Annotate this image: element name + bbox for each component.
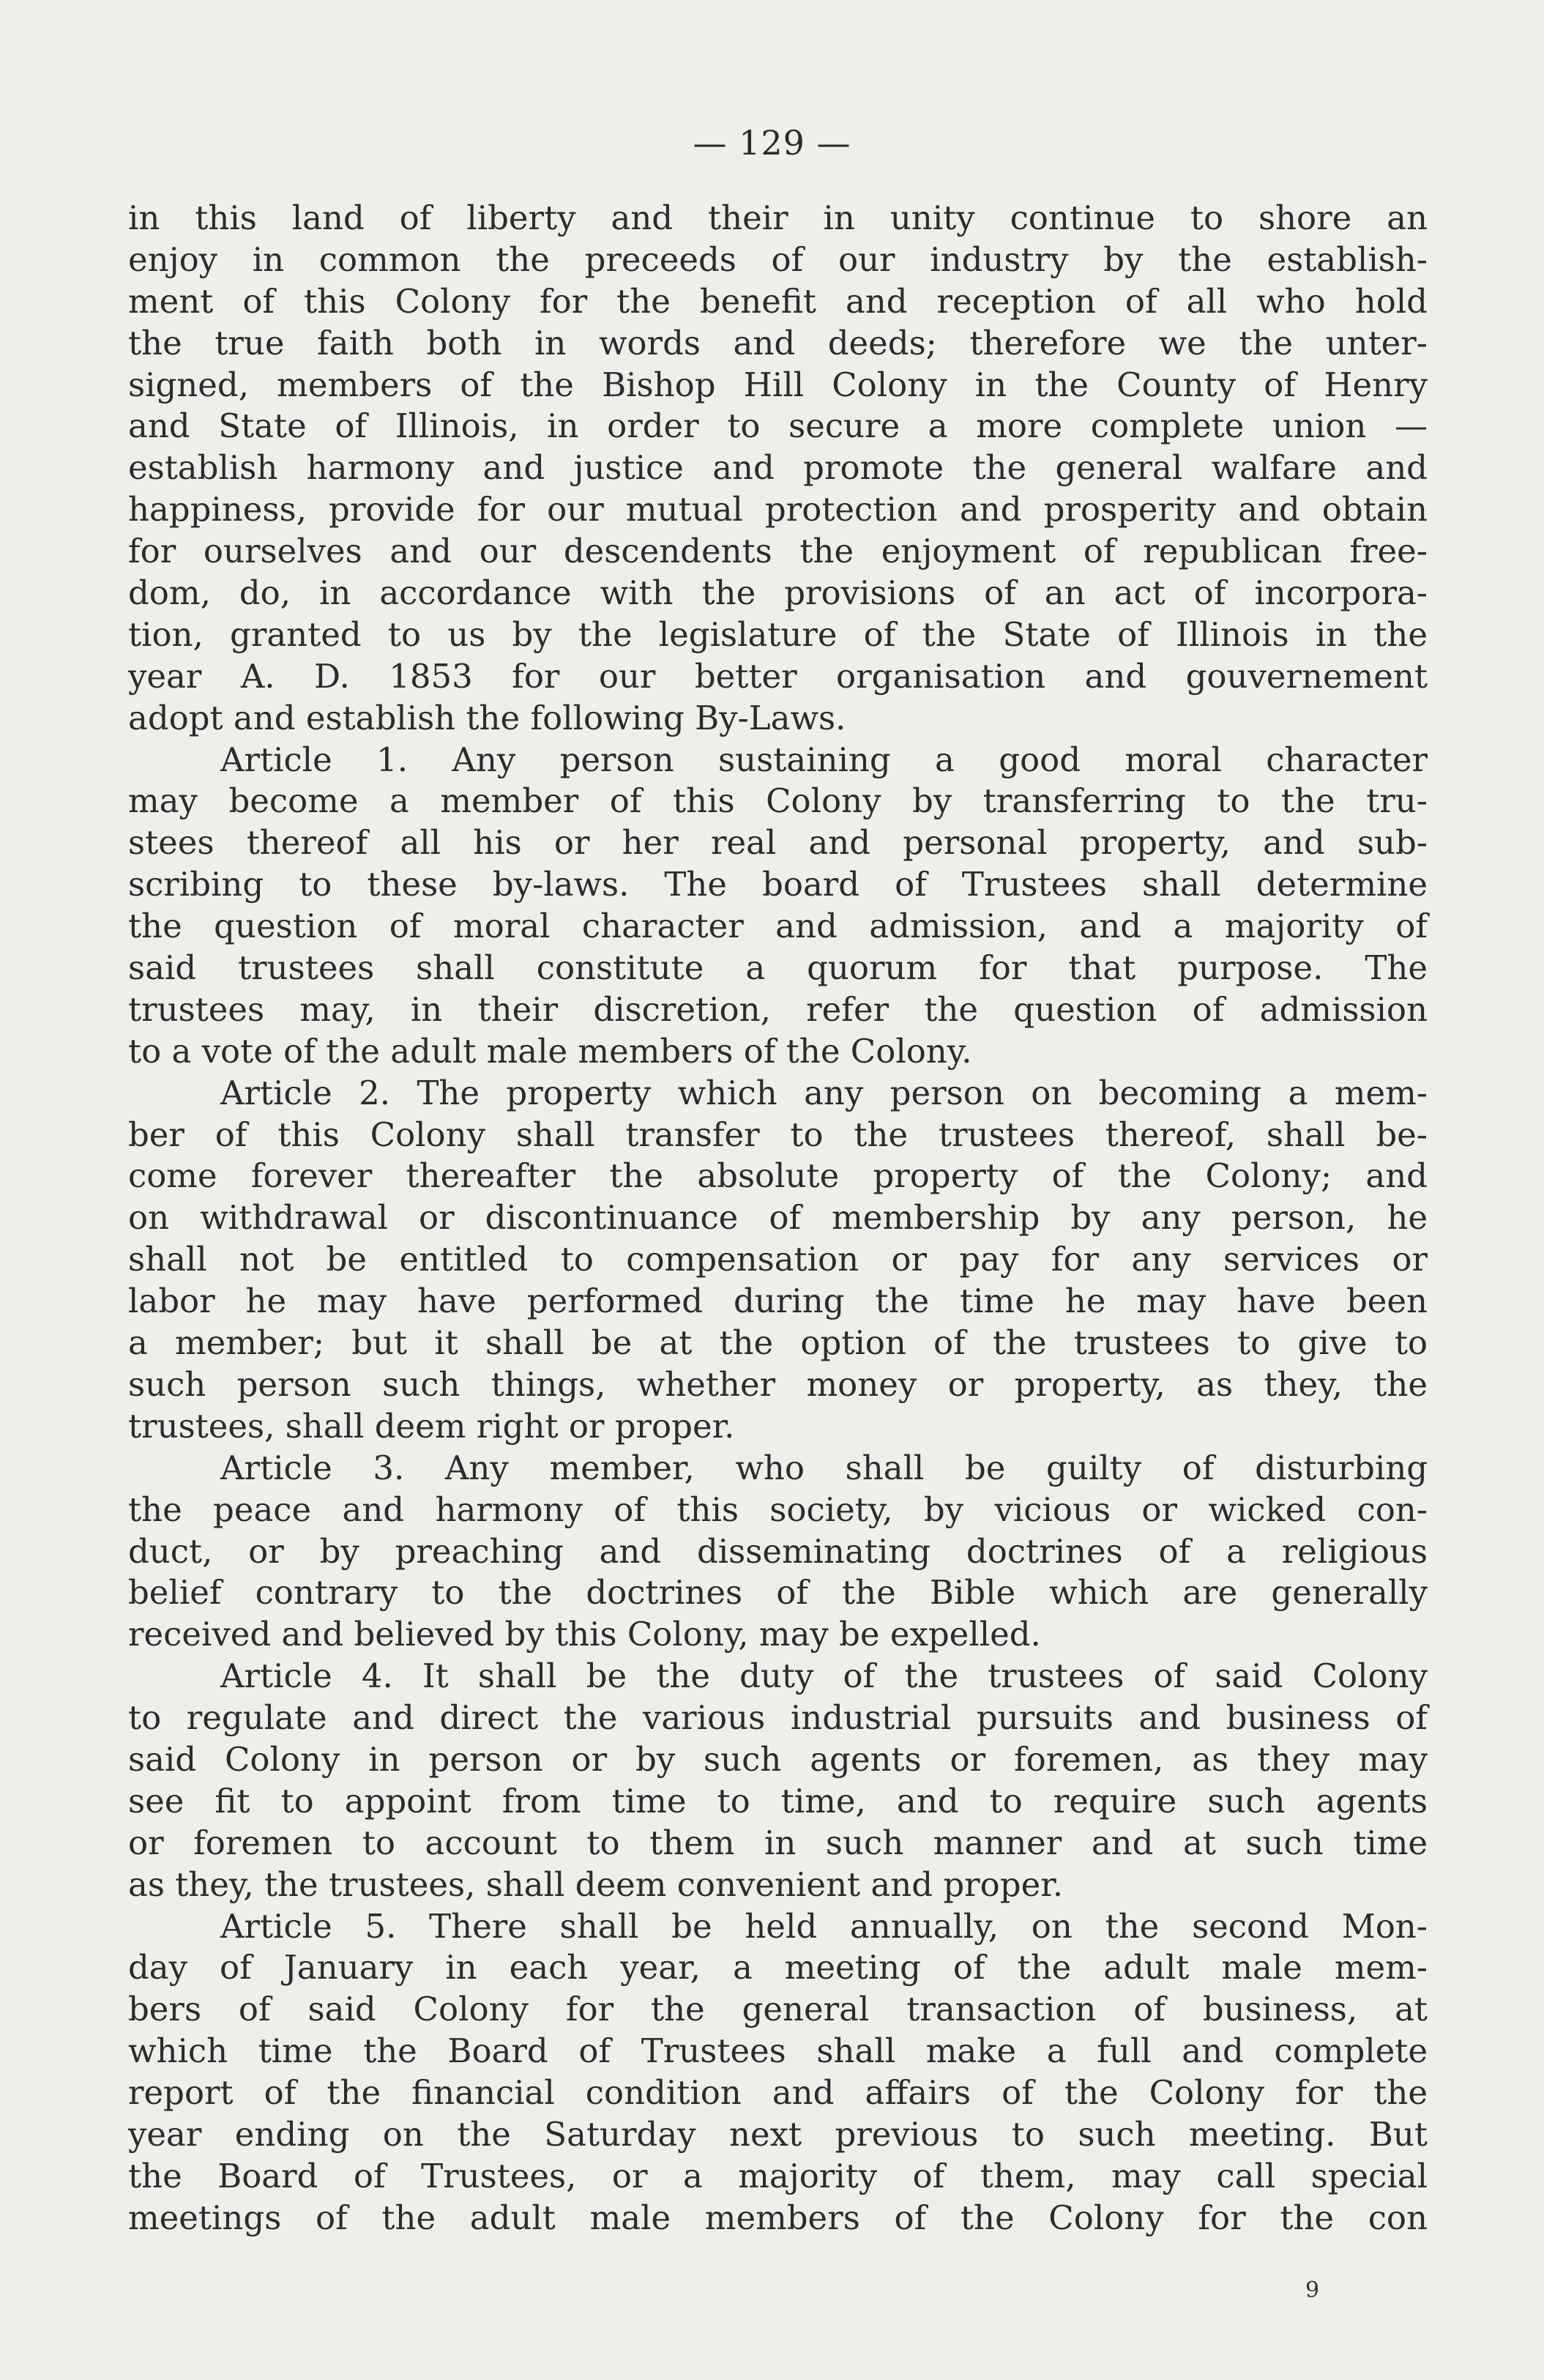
text-line: come forever thereafter the absolute property of the Colony; and xyxy=(128,1156,1428,1196)
text-line: establish harmony and justice and promote the general walfare and xyxy=(128,448,1428,488)
text-line: or foremen to account to them in such manner and at such time xyxy=(128,1823,1428,1862)
text-line: the question of moral character and admission, and a majority of xyxy=(128,907,1428,946)
text-line: to regulate and direct the various industrial pursuits and business of xyxy=(128,1698,1428,1738)
text-line: such person such things, whether money or property, as they, the xyxy=(128,1364,1428,1404)
text-line: stees thereof all his or her real and personal property, and sub- xyxy=(128,823,1428,863)
text-line: trustees may, in their discretion, refer the question of admission xyxy=(128,989,1428,1029)
text-line: duct, or by preaching and disseminating doctrines of a religious xyxy=(128,1531,1428,1571)
text-line: ber of this Colony shall transfer to the trustees thereof, shall be- xyxy=(128,1115,1428,1154)
text-line: year ending on the Saturday next previous to such meeting. But xyxy=(128,2114,1428,2154)
text-line: tion, granted to us by the legislature of the State of Illinois in the xyxy=(128,614,1428,654)
text-line: see fit to appoint from time to time, and to require such agents xyxy=(128,1781,1428,1821)
signature-mark: 9 xyxy=(1305,2277,1320,2303)
text-line: said Colony in person or by such agents or foremen, as they may xyxy=(128,1739,1428,1779)
text-line: year A. D. 1853 for our better organisation and gouvernement xyxy=(128,656,1428,696)
text-line: the true faith both in words and deeds; therefore we the unter- xyxy=(128,323,1428,362)
text-line: meetings of the adult male members of the Colony for the con xyxy=(128,2198,1428,2237)
page-number: — 129 — xyxy=(693,123,851,163)
text-line: Article 1. Any person sustaining a good moral character xyxy=(220,740,1428,779)
text-line: Article 5. There shall be held annually, on the second Mon- xyxy=(220,1906,1428,1946)
text-line: for ourselves and our descendents the enjoyment of republican free- xyxy=(128,532,1428,571)
text-line: and State of Illinois, in order to secure a more complete union — xyxy=(128,406,1428,446)
text-line: as they, the trustees, shall deem convenient and proper. xyxy=(128,1864,1064,1904)
text-line: Article 3. Any member, who shall be guilty of disturbing xyxy=(220,1448,1428,1487)
text-line: happiness, provide for our mutual protection and prosperity and obtain xyxy=(128,490,1428,529)
text-line: said trustees shall constitute a quorum for that purpose. The xyxy=(128,948,1428,988)
text-line: ment of this Colony for the benefit and reception of all who hold xyxy=(128,281,1428,321)
text-line: enjoy in common the preceeds of our industry by the establish- xyxy=(128,239,1428,279)
text-line: the peace and harmony of this society, by vicious or wicked con- xyxy=(128,1490,1428,1529)
text-line: labor he may have performed during the time he may have been xyxy=(128,1282,1428,1321)
text-line: report of the financial condition and affairs of the Colony for the xyxy=(128,2073,1428,2113)
body-text xyxy=(128,198,1428,2239)
text-line: received and believed by this Colony, may be expelled. xyxy=(128,1615,1041,1654)
text-line: on withdrawal or discontinuance of membership by any person, he xyxy=(128,1198,1428,1238)
text-line: Article 2. The property which any person on becoming a mem- xyxy=(220,1073,1428,1112)
text-line: shall not be entitled to compensation or pay for any services or xyxy=(128,1240,1428,1279)
text-line: Article 4. It shall be the duty of the trustees of said Colony xyxy=(220,1656,1428,1696)
text-line: dom, do, in accordance with the provisions of an act of incorpora- xyxy=(128,573,1428,613)
text-line: which time the Board of Trustees shall make a full and complete xyxy=(128,2031,1428,2071)
text-line: may become a member of this Colony by transferring to the tru- xyxy=(128,781,1428,821)
text-line: day of January in each year, a meeting of the adult male mem- xyxy=(128,1948,1428,1987)
text-line: adopt and establish the following By-Laws. xyxy=(128,698,846,737)
text-line: belief contrary to the doctrines of the Bible which are generally xyxy=(128,1573,1428,1613)
text-line: in this land of liberty and their in unity continue to shore an xyxy=(128,198,1428,237)
text-line: signed, members of the Bishop Hill Colony in the County of Henry xyxy=(128,365,1428,404)
text-line: to a vote of the adult male members of the Colony. xyxy=(128,1031,972,1071)
text-line: scribing to these by-laws. The board of Trustees shall determine xyxy=(128,865,1428,904)
text-line: trustees, shall deem right or proper. xyxy=(128,1406,735,1446)
text-line: bers of said Colony for the general transaction of business, at xyxy=(128,1990,1428,2029)
text-line: a member; but it shall be at the option of the trustees to give to xyxy=(128,1323,1428,1363)
text-line: the Board of Trustees, or a majority of them, may call special xyxy=(128,2156,1428,2195)
